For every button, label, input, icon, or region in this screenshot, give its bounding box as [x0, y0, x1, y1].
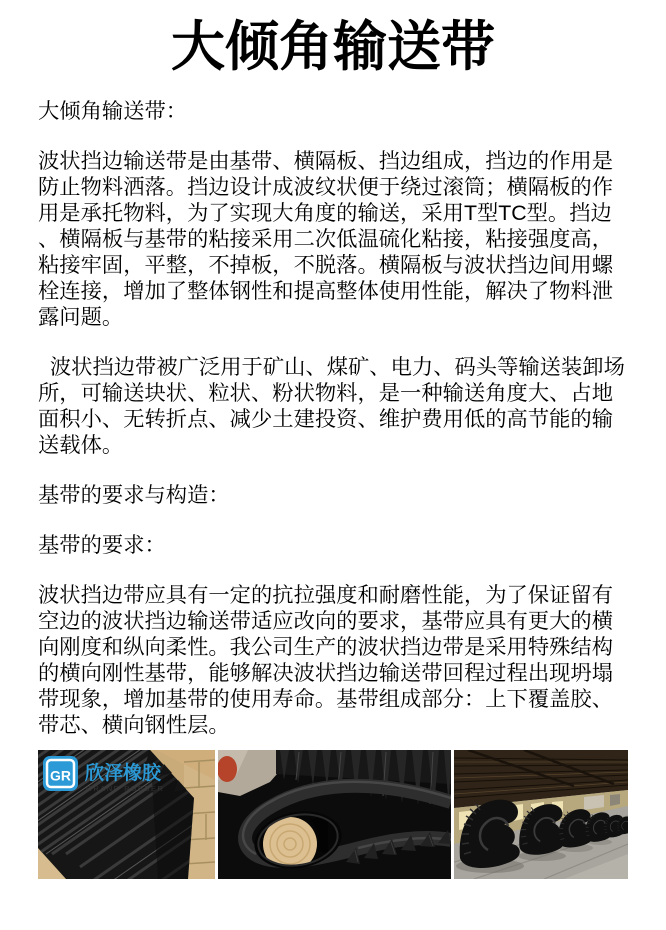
paragraph-composition: 波状挡边输送带是由基带、横隔板、挡边组成，挡边的作用是防止物料洒落。挡边设计成波纹状便于绕过滚筒；横隔板的作用是承托物料，为了实现大角度的输送，采用T型TC型。挡边、横隔板与基带的粘接采用二次低温硫化粘接，粘接强度高，粘接牢固，平整，不掉板，不脱落。横隔板与波状挡边间用螺栓连接，增加了整体钢性和提高整体使用性能，解决了物料泄露问题。: [38, 149, 614, 329]
photo-pallet-scene: [38, 750, 215, 879]
product-image-gallery: [38, 750, 628, 879]
photo-warehouse-scene: [454, 750, 628, 879]
paragraph-structure-label: 基带的要求与构造：: [38, 483, 230, 507]
paragraph-baseband: 波状挡边带应具有一定的抗拉强度和耐磨性能，为了保证留有空边的波状挡边输送带适应改向的要求，基带应具有更大的横向刚度和纵向柔性。我公司生产的波状挡边带是采用特殊结构的横向刚性基带，能够解决波状挡边输送带回程过程出现坍塌带现象，增加基带的使用寿命。基带组成部分：上下覆盖胶、带芯、横向钢性层。: [38, 583, 614, 737]
photo-coil-scene: [218, 750, 451, 879]
logo-brand-en: GRAND RUBBER: [86, 784, 165, 793]
paragraph-requirement-label: 基带的要求：: [38, 533, 166, 557]
logo-monogram: GR: [50, 767, 71, 784]
page-title: 大倾角输送带: [171, 17, 495, 77]
paragraph-intro-label: 大倾角输送带：: [38, 99, 188, 123]
product-photo-pallet: [38, 750, 215, 879]
logo-brand-cn: 欣泽橡胶: [85, 763, 162, 784]
product-photo-coil: [218, 750, 451, 879]
product-photo-warehouse: [454, 750, 628, 879]
paragraph-application: 波状挡边带被广泛用于矿山、煤矿、电力、码头等输送装卸场所，可输送块状、粒状、粉状物料，是一种输送角度大、占地面积小、无转折点、减少土建投资、维护费用低的高节能的输送载体。: [38, 355, 625, 457]
